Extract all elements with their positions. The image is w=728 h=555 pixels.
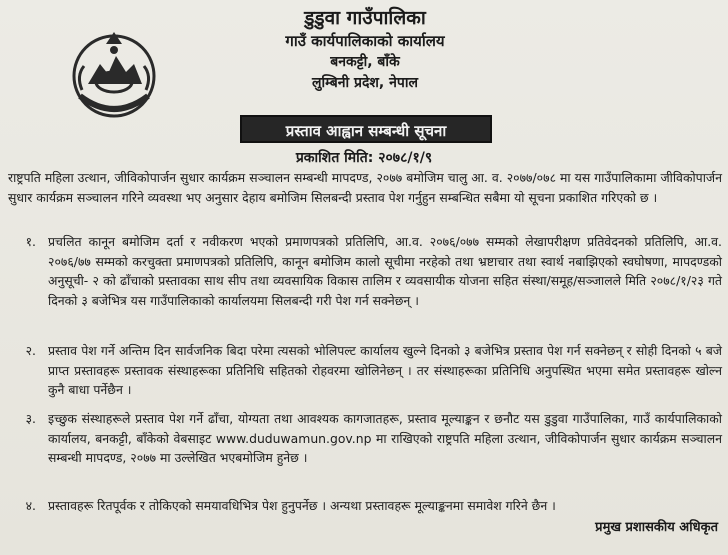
item-text: इच्छुक संस्थाहरूले प्रस्ताव पेश गर्ने ढाँचा, योग्यता तथा आवश्यक कागजातहरू, प्रस्ताव मूल्याङ्कन र छनौट यस डुडुवा गाउँपालिका, गाउँ कार्यपालिकाको कार्यालय, बनकट्टी, बाँकेको वेबसाइट www.duduwamun.gov.np मा राखिएको राष्ट्रपति महिला उत्थान, जीविकोपार्जन सुधार कार्यक्रम सञ्चालन सम्बन्धी मापदण्ड, २०७७ मा उल्लेखित भएबमोजिम हुनेछ ।	[48, 411, 722, 465]
province-name: लुम्बिनी प्रदेश, नेपाल	[312, 75, 418, 91]
published-date: प्रकाशित मिति: २०७८/१/९	[295, 150, 433, 166]
nepal-government-emblem-icon	[66, 26, 162, 122]
item-text: प्रस्ताव पेश गर्ने अन्तिम दिन सार्वजनिक बिदा परेमा त्यसको भोलिपल्ट कार्यालय खुल्ने दिनको ३ बजेभित्र प्रस्ताव पेश गर्न सक्नेछन् र सोही दिनको ५ बजे प्राप्त प्रस्तावहरू प्रस्तावक संस्थाहरूका प्रतिनिधि सहितको रोहवरमा खोलिनेछन् । तर संस्थाहरूका प्रतिनिधि अनुपस्थित भएमा समेत प्रस्तावहरू खोल्न कुनै बाधा पर्नेछैन ।	[48, 343, 722, 397]
list-item	[8, 496, 722, 516]
notice-title-banner: प्रस्ताव आह्वान सम्बन्धी सूचना	[240, 115, 492, 143]
item-number: २.	[25, 343, 36, 358]
item-text: प्रस्तावहरू रितपूर्वक र तोकिएको समयावधिभित्र पेश हुनुपर्नेछ । अन्यथा प्रस्तावहरू मूल्याङ्कनमा समावेश गरिने छैन ।	[48, 498, 556, 513]
list-item	[8, 232, 722, 310]
signature-line: प्रमुख प्रशासकीय अधिकृत	[595, 520, 718, 535]
intro-paragraph: राष्ट्रपति महिला उत्थान, जीविकोपार्जन सुधार कार्यक्रम सञ्चालन सम्बन्धी मापदण्ड, २०७७ बमोजिम चालु आ. व. २०७७/०७८ मा यस गाउँपालिकामा जीविकोपार्जन सुधार कार्यक्रम सञ्चालन गरिने व्यवस्था भए अनुसार देहाय बमोजिम सिलबन्दी प्रस्ताव पेश गर्नुहुन सम्बन्धित सबैमा यो सूचना प्रकाशित गरिएको छ ।	[8, 170, 722, 205]
list-item	[8, 341, 722, 400]
office-address: बनकट्टी, बाँके	[330, 54, 400, 70]
item-text: प्रचलित कानून बमोजिम दर्ता र नवीकरण भएको प्रमाणपत्रको प्रतिलिपि, आ.व. २०७६/०७७ सम्मको लेखापरीक्षण प्रतिवेदनको प्रतिलिपि, आ.व. २०७६/७७ सम्मको करचुक्ता प्रमाणपत्रको प्रतिलिपि, कानून बमोजिम कालो सूचीमा नरहेको तथा भ्रष्टाचार तथा स्वार्थ नबाझिएको स्वघोषणा, मापदण्डको अनुसूची- २ को ढाँचाको प्रस्तावका साथ सीप तथा व्यवसायिक विकास तालिम र व्यवसायीक योजना सहित संस्था/समूह/सञ्जालले मिति २०७८/१/२३ गते दिनको ३ बजेभित्र यस गाउँपालिकाको कार्यालयमा सिलबन्दी गरी पेश गर्न सक्नेछन् ।	[48, 234, 722, 308]
item-number: ३.	[25, 411, 36, 426]
item-number: ४.	[25, 498, 36, 513]
list-item	[8, 409, 722, 468]
office-name: गाउँ कार्यपालिकाको कार्यालय	[285, 32, 445, 50]
notice-header	[150, 6, 580, 94]
municipality-title: डुडुवा गाउँपालिका	[304, 7, 426, 29]
item-number: १.	[25, 234, 36, 249]
